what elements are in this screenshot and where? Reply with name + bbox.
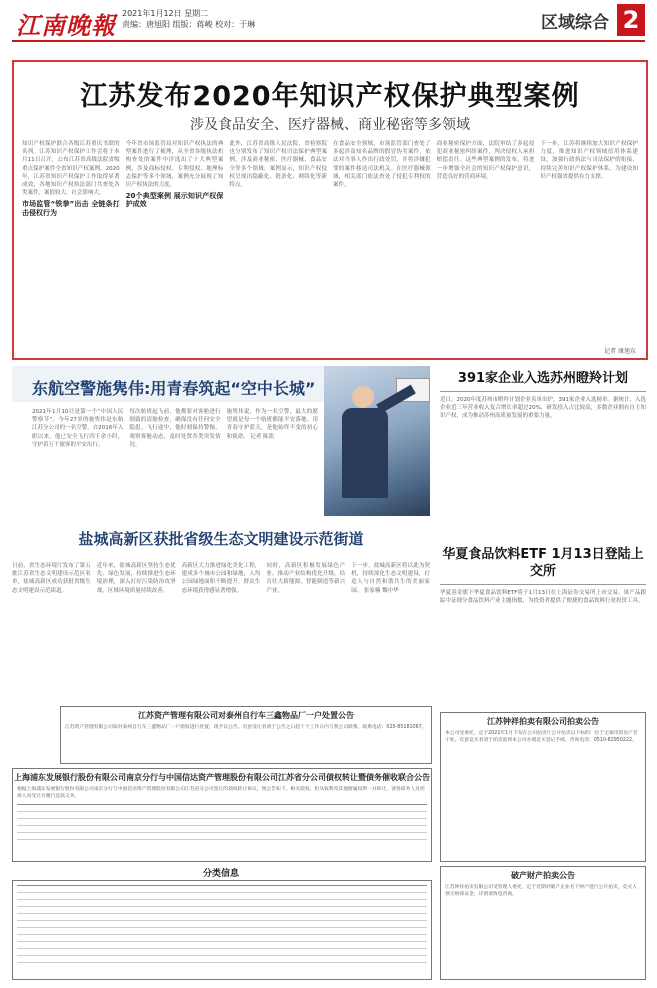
- ecology-column-4: 同时，高新区积极发展绿色产业，推动产业结构优化升级，培育壮大新能源、智能制造等新兴产业。: [266, 563, 346, 594]
- air-marshal-photo: [324, 366, 430, 516]
- lead-columns: [22, 140, 638, 350]
- photo-story-headline: 东航空警施隽伟:用青春筑起“空中长城”: [32, 379, 316, 398]
- notice-asset-disposal: [60, 706, 432, 764]
- notice-debt-transfer-body: 根据上海浦东发展银行股份有限公司南京分行与中国信达资产管理股份有限公司江苏省分公司签订的债权转让协议，现公告如下。相关债权、担从权利及其他附属权利一并转让，请各债务人及担保人向受让方履行还款义务。: [17, 787, 425, 799]
- lead-column-1: 知识产权保护联合各级江苏重庆书联的名列。江苏知识产权保护工作会将于本月11日召开，公布江苏省高级法院省级重点保护案件全省知识产权案例。2020年，江苏省知识产权保护工作取得显著成效，各地知识产权执法部门共查处各类案件，案值较大，社会影响大。 市场监管“铁拳”出击 全链条打击侵权行为: [22, 141, 120, 217]
- ecology-headline: 盐城高新区获批省级生态文明建设示范街道: [78, 530, 364, 548]
- lead-subheadline: 涉及食品安全、医疗器械、商业秘密等多领域: [190, 117, 470, 133]
- notice-asset-disposal-body: 江苏资产管理有限公司拟对泰州自行车三鑫物品厂一户债权进行处置，现予以公告。有意受让者请于公告之日起十个工作日内与我公司联系，联系电话：025-85181067。: [65, 725, 427, 730]
- photo-story: [12, 366, 430, 516]
- gazelle-headline: 391家企业入选苏州瞪羚计划: [457, 371, 629, 386]
- lead-column-6: 下一步，江苏将继续加大知识产权保护力度，推进知识产权领域信用体系建设，加强行政执法与司法保护的衔接，持续完善知识产权保护体系，为建设知识产权强省提供有力支撑。: [540, 141, 638, 180]
- etf-headline: 华夏食品饮料ETF 1月13日登陆上交所: [442, 547, 644, 579]
- ecology-column-3: 高新区大力推进绿化美化工程，建成多个城市公园和绿地，人均公园绿地面积不断提升，群众生态环境获得感显著增强。: [181, 563, 261, 594]
- notice-debt-transfer-title: 上海浦东发展银行股份有限公司南京分行与中国信达资产管理股份有限公司江苏省分公司债权转让暨债务催收联合公告: [14, 773, 430, 782]
- newspaper-logo: 江南晚報: [16, 11, 116, 40]
- photo-story-body: [32, 408, 318, 514]
- notice-bankruptcy-body: 江苏钟祥拍卖有限公司受管理人委托，定于近期对破产企业名下财产进行公开拍卖，竞买人须交纳保证金，详情请致电咨询。: [445, 885, 637, 897]
- ecology-column-1: 日前，省生态环境厅发布了第五批江苏省生态文明建设示范区名单，盐城高新区成功获批省级生态文明建设示范街道。: [12, 563, 91, 594]
- etf-body: 华夏基金旗下华夏食品饮料ETF将于1月13日在上海证券交易所上市交易。该产品跟踪中证细分食品饮料产业主题指数，为投资者提供了便捷的食品饮料行业投资工具。: [440, 590, 646, 605]
- photo-story-column-2: 每次航班起飞前，他都要对客舱进行细致的清舱检查，确保没有任何安全隐患。飞行途中，他时刻保持警惕，观察客舱动态，及时处置各类突发情况。: [129, 409, 221, 448]
- lead-subheading-1: 市场监管“铁拳”出击 全链条打击侵权行为: [22, 200, 120, 217]
- gazelle-body: 近日，2020年度苏州市瞪羚计划企业名单出炉，391家企业入选榜单。据统计，入选企业近三年营业收入复合增长率超过20%，研发投入占比较高，多数企业拥有自主知识产权，成为推动苏州高质量发展的重要力量。: [440, 397, 646, 420]
- classified-ads-label: 分类信息: [202, 869, 239, 879]
- ecology-column-2: 近年来，盐城高新区坚持生态优先、绿色发展，持续推进生态环境治理，深入打好污染防治攻坚战，区域环境质量持续改善。: [96, 563, 176, 594]
- masthead: [0, 0, 657, 60]
- notice-bankruptcy-title: 破产财产拍卖公告: [511, 871, 575, 880]
- gazelle-story: [440, 370, 646, 542]
- notice-debt-transfer: [12, 768, 432, 862]
- lead-article: [12, 60, 648, 360]
- lead-column-3: 此外，江苏省高级人民法院、省检察院也分别发布了知识产权司法保护典型案例，涉及商业秘密、医疗器械、食品安全等多个领域。案例显示，知识产权侵权呈现出隐蔽化、链条化、网络化等新特点。: [229, 141, 327, 189]
- etf-story: [440, 546, 646, 689]
- editor-line: 责编：唐旭阳 组版：蒋峻 校对：于琳: [122, 20, 256, 29]
- ecology-story: [12, 522, 430, 702]
- notice-auction-title: 江苏钟祥拍卖有限公司拍卖公告: [487, 717, 599, 726]
- lead-subheading-2: 20个典型案例 展示知识产权保护成效: [125, 192, 224, 209]
- issue-date: 2021年1月12日 星期二: [122, 9, 209, 18]
- notice-bankruptcy: [440, 866, 646, 980]
- classified-ads: [12, 880, 432, 980]
- masthead-info: [122, 8, 255, 30]
- section-name: 区域综合: [541, 13, 609, 33]
- lead-byline: 记者 康旭东: [604, 348, 636, 355]
- ecology-columns: [12, 562, 430, 702]
- lead-column-2: 今年省市场监管局对知识产权执法的典型案件进行了梳理，从全省各级执法机构查处的案件中评选出了十大典型案例，涉及商标侵权、专利侵权、地理标志保护等多个领域，案例充分展现了知识产权执法的力度。 20个典型案例 展示知识产权保护成效: [125, 141, 224, 209]
- ecology-column-5: 下一步，盐城高新区将以此为契机，持续深化生态文明建设，打造人与自然和谐共生的美丽家园。 张家楠 魏中华: [351, 563, 430, 594]
- photo-story-column-1: 2021年1月10日是第一个“中国人民警察节”。今年27岁的施隽伟是东航江苏分公司的一名空警。自2016年入职以来，他已安全飞行四千余小时，守护着万千旅客的平安出行。: [32, 409, 124, 448]
- lead-column-5: 商业秘密保护方面，法院审结了多起侵犯商业秘密纠纷案件，判决侵权人承担赔偿责任。这些典型案例的发布，将进一步增强全社会的知识产权保护意识，营造良好的营商环境。: [436, 141, 535, 180]
- lead-column-4: 在食品安全领域，市场监管部门查处了多起涉及知名品牌的假冒伪劣案件，依法对当事人作出行政处罚，并将涉嫌犯罪的案件移送司法机关。在医疗器械领域，相关部门依法查处了侵犯专利权的案件。: [332, 141, 431, 189]
- masthead-rule: [12, 40, 645, 42]
- notice-asset-disposal-title: 江苏资产管理有限公司对泰州自行车三鑫物品厂一户处置公告: [138, 711, 354, 720]
- photo-story-column-3: 施隽伟说，作为一名空警，最大的愿望就是每一个航班都能平安落地。用青春守护蓝天，是他始终不变的初心和使命。 记者 陈凯: [226, 409, 318, 440]
- notice-auction: [440, 712, 646, 862]
- lead-headline: 江苏发布2020年知识产权保护典型案例: [80, 81, 580, 112]
- debt-table: [17, 804, 427, 840]
- page-number: 2: [617, 4, 645, 36]
- notice-auction-body: 本公司受委托，定于2021年1月下旬在公司拍卖厅公开拍卖以下标的：位于无锡市的房产若干处。有意竞买者请于拍卖前到本公司办理竞买登记手续。咨询电话：0510-82950222。: [445, 731, 638, 743]
